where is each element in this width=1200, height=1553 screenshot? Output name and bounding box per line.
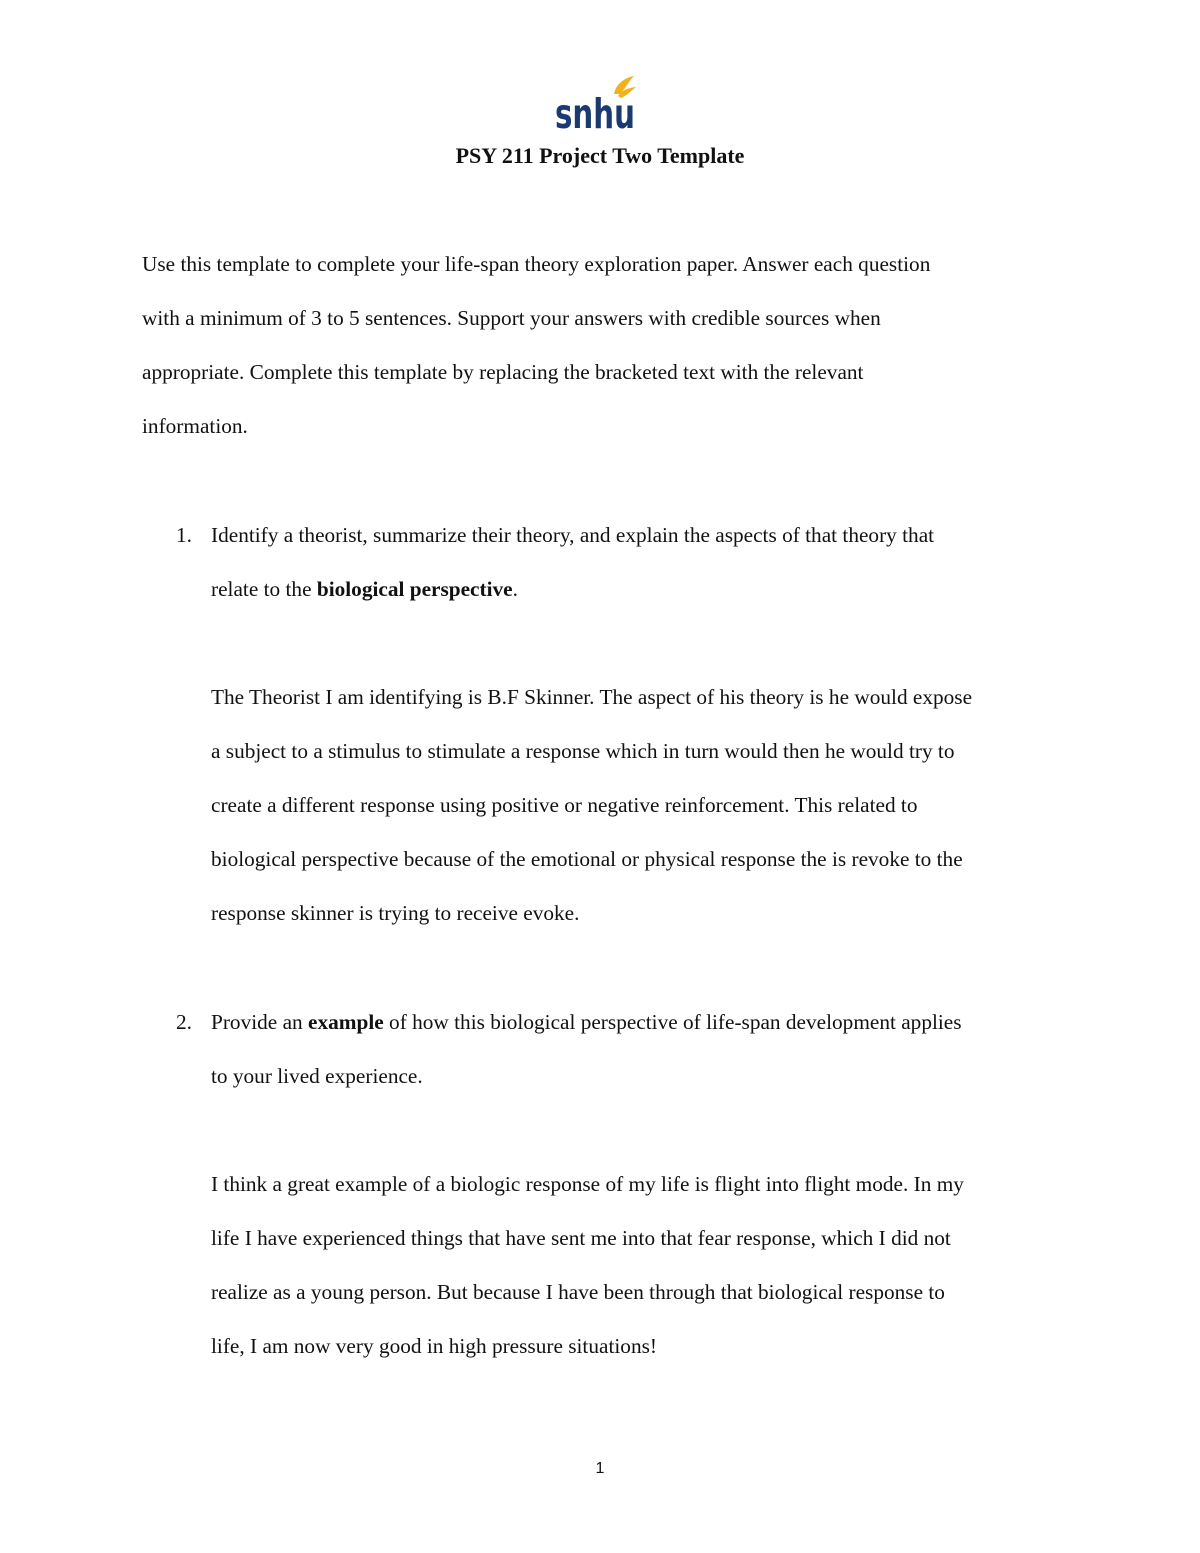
question-line: to your lived experience. — [211, 1064, 423, 1088]
answer-2 — [211, 1157, 1071, 1373]
page-number: 1 — [595, 1460, 605, 1477]
question-line — [211, 995, 1062, 1049]
bold-term: example — [308, 1010, 384, 1034]
question-number: 2. — [176, 1010, 192, 1034]
question-text — [211, 995, 1062, 1103]
answer-line: realize as a young person. But because I have been through that biological response to — [211, 1280, 945, 1304]
bold-term: biological perspective — [316, 577, 513, 601]
intro-paragraph — [142, 237, 1072, 453]
answer-line: response skinner is trying to receive evoke. — [211, 901, 580, 925]
answer-line: create a different response using positive or negative reinforcement. This related to — [211, 793, 918, 817]
answer-line: life I have experienced things that have sent me into that fear response, which I did not — [211, 1226, 951, 1250]
answer-line: life, I am now very good in high pressure situations! — [211, 1334, 657, 1358]
question-line: Identify a theorist, summarize their theory, and explain the aspects of that theory that — [211, 523, 935, 547]
question-line — [211, 562, 1062, 616]
answer-line: biological perspective because of the emotional or physical response the is revoke to the — [211, 847, 963, 871]
answer-1 — [211, 670, 1071, 940]
question-text-segment: of how this biological perspective of life-span development applies — [383, 1010, 962, 1034]
question-number: 1. — [176, 523, 192, 547]
answer-line: a subject to a stimulus to stimulate a response which in turn would then he would try to — [211, 739, 955, 763]
question-text-segment: Provide an — [211, 1010, 309, 1034]
question-text — [211, 508, 1062, 616]
intro-line: Use this template to complete your life-span theory exploration paper. Answer each question — [142, 252, 931, 276]
snhu-logo — [554, 74, 640, 138]
question-2 — [142, 995, 1062, 1103]
question-1 — [142, 508, 1062, 616]
answer-line: I think a great example of a biologic response of my life is flight into flight mode. In my — [211, 1172, 964, 1196]
svg-text:snhu: snhu — [555, 90, 635, 138]
answer-line: The Theorist I am identifying is B.F Skinner. The aspect of his theory is he would expose — [211, 685, 973, 709]
intro-line: with a minimum of 3 to 5 sentences. Support your answers with credible sources when — [142, 306, 881, 330]
intro-line: appropriate. Complete this template by replacing the bracketed text with the relevant — [142, 360, 864, 384]
document-title: PSY 211 Project Two Template — [455, 143, 745, 168]
question-text-segment: relate to the — [211, 577, 317, 601]
intro-line: information. — [142, 414, 248, 438]
question-text-segment: . — [512, 577, 518, 601]
